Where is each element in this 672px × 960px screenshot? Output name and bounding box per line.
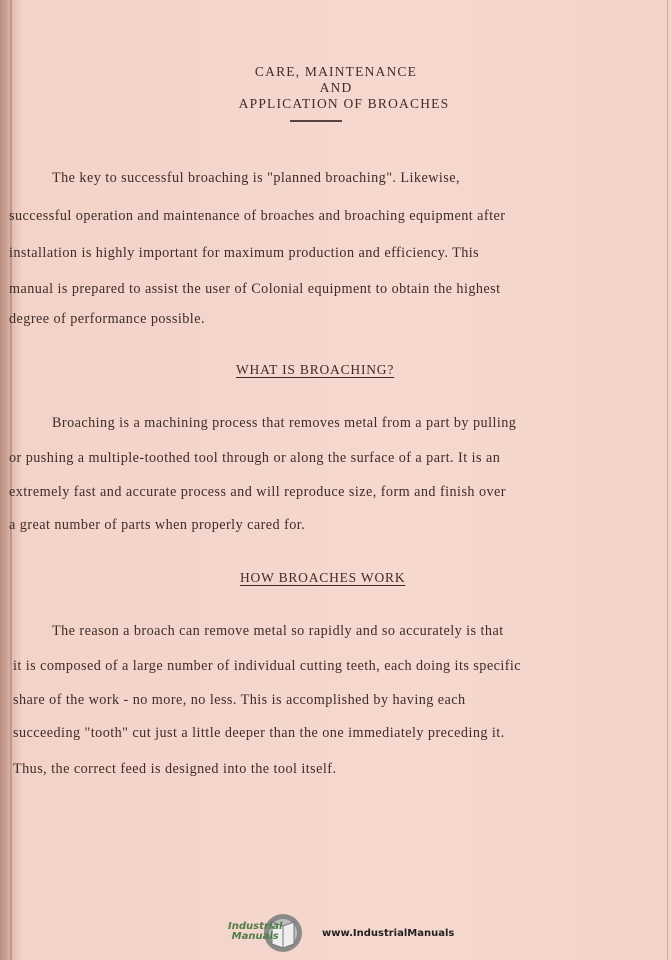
title-line-2: AND <box>319 80 353 95</box>
title-line-3: APPLICATION OF BROACHES <box>238 96 450 111</box>
logo-line-2: Manuals <box>231 931 279 942</box>
para3-line: share of the work - no more, no less. This is accomplished by having each <box>13 692 466 708</box>
para1-line: The key to successful broaching is "planned broaching". Likewise, <box>52 170 461 186</box>
title-rule <box>290 120 342 122</box>
footer-watermark <box>228 910 454 956</box>
page-binding-edge <box>10 0 12 960</box>
para2-line: a great number of parts when properly cared for. <box>9 517 306 533</box>
para2-line: Broaching is a machining process that removes metal from a part by pulling <box>52 415 517 431</box>
logo-line-1: Industrial <box>228 921 283 932</box>
para1-line: degree of performance possible. <box>9 311 205 327</box>
heading-how-broaches-work: HOW BROACHES WORK <box>240 570 406 585</box>
para3-line: succeeding "tooth" cut just a little deeper than the one immediately preceding it. <box>13 725 505 741</box>
para2-line: extremely fast and accurate process and will reproduce size, form and finish over <box>9 484 506 500</box>
para3-line: it is composed of a large number of individual cutting teeth, each doing its specific <box>13 658 522 674</box>
para1-line: manual is prepared to assist the user of Colonial equipment to obtain the highest <box>9 281 501 297</box>
heading-what-is-broaching: WHAT IS BROACHING? <box>236 362 395 377</box>
para2-line: or pushing a multiple-toothed tool through or along the surface of a part. It is an <box>9 450 501 466</box>
title-line-1: CARE, MAINTENANCE <box>254 64 418 79</box>
industrial-manuals-logo <box>228 910 308 956</box>
para3-line: The reason a broach can remove metal so rapidly and so accurately is that <box>52 623 504 639</box>
footer-url: www.IndustrialManuals <box>322 927 455 939</box>
para1-line: successful operation and maintenance of broaches and broaching equipment after <box>9 208 506 224</box>
para3-line: Thus, the correct feed is designed into the tool itself. <box>13 761 337 777</box>
page-right-edge <box>667 0 668 960</box>
para1-line: installation is highly important for maximum production and efficiency. This <box>9 245 480 261</box>
